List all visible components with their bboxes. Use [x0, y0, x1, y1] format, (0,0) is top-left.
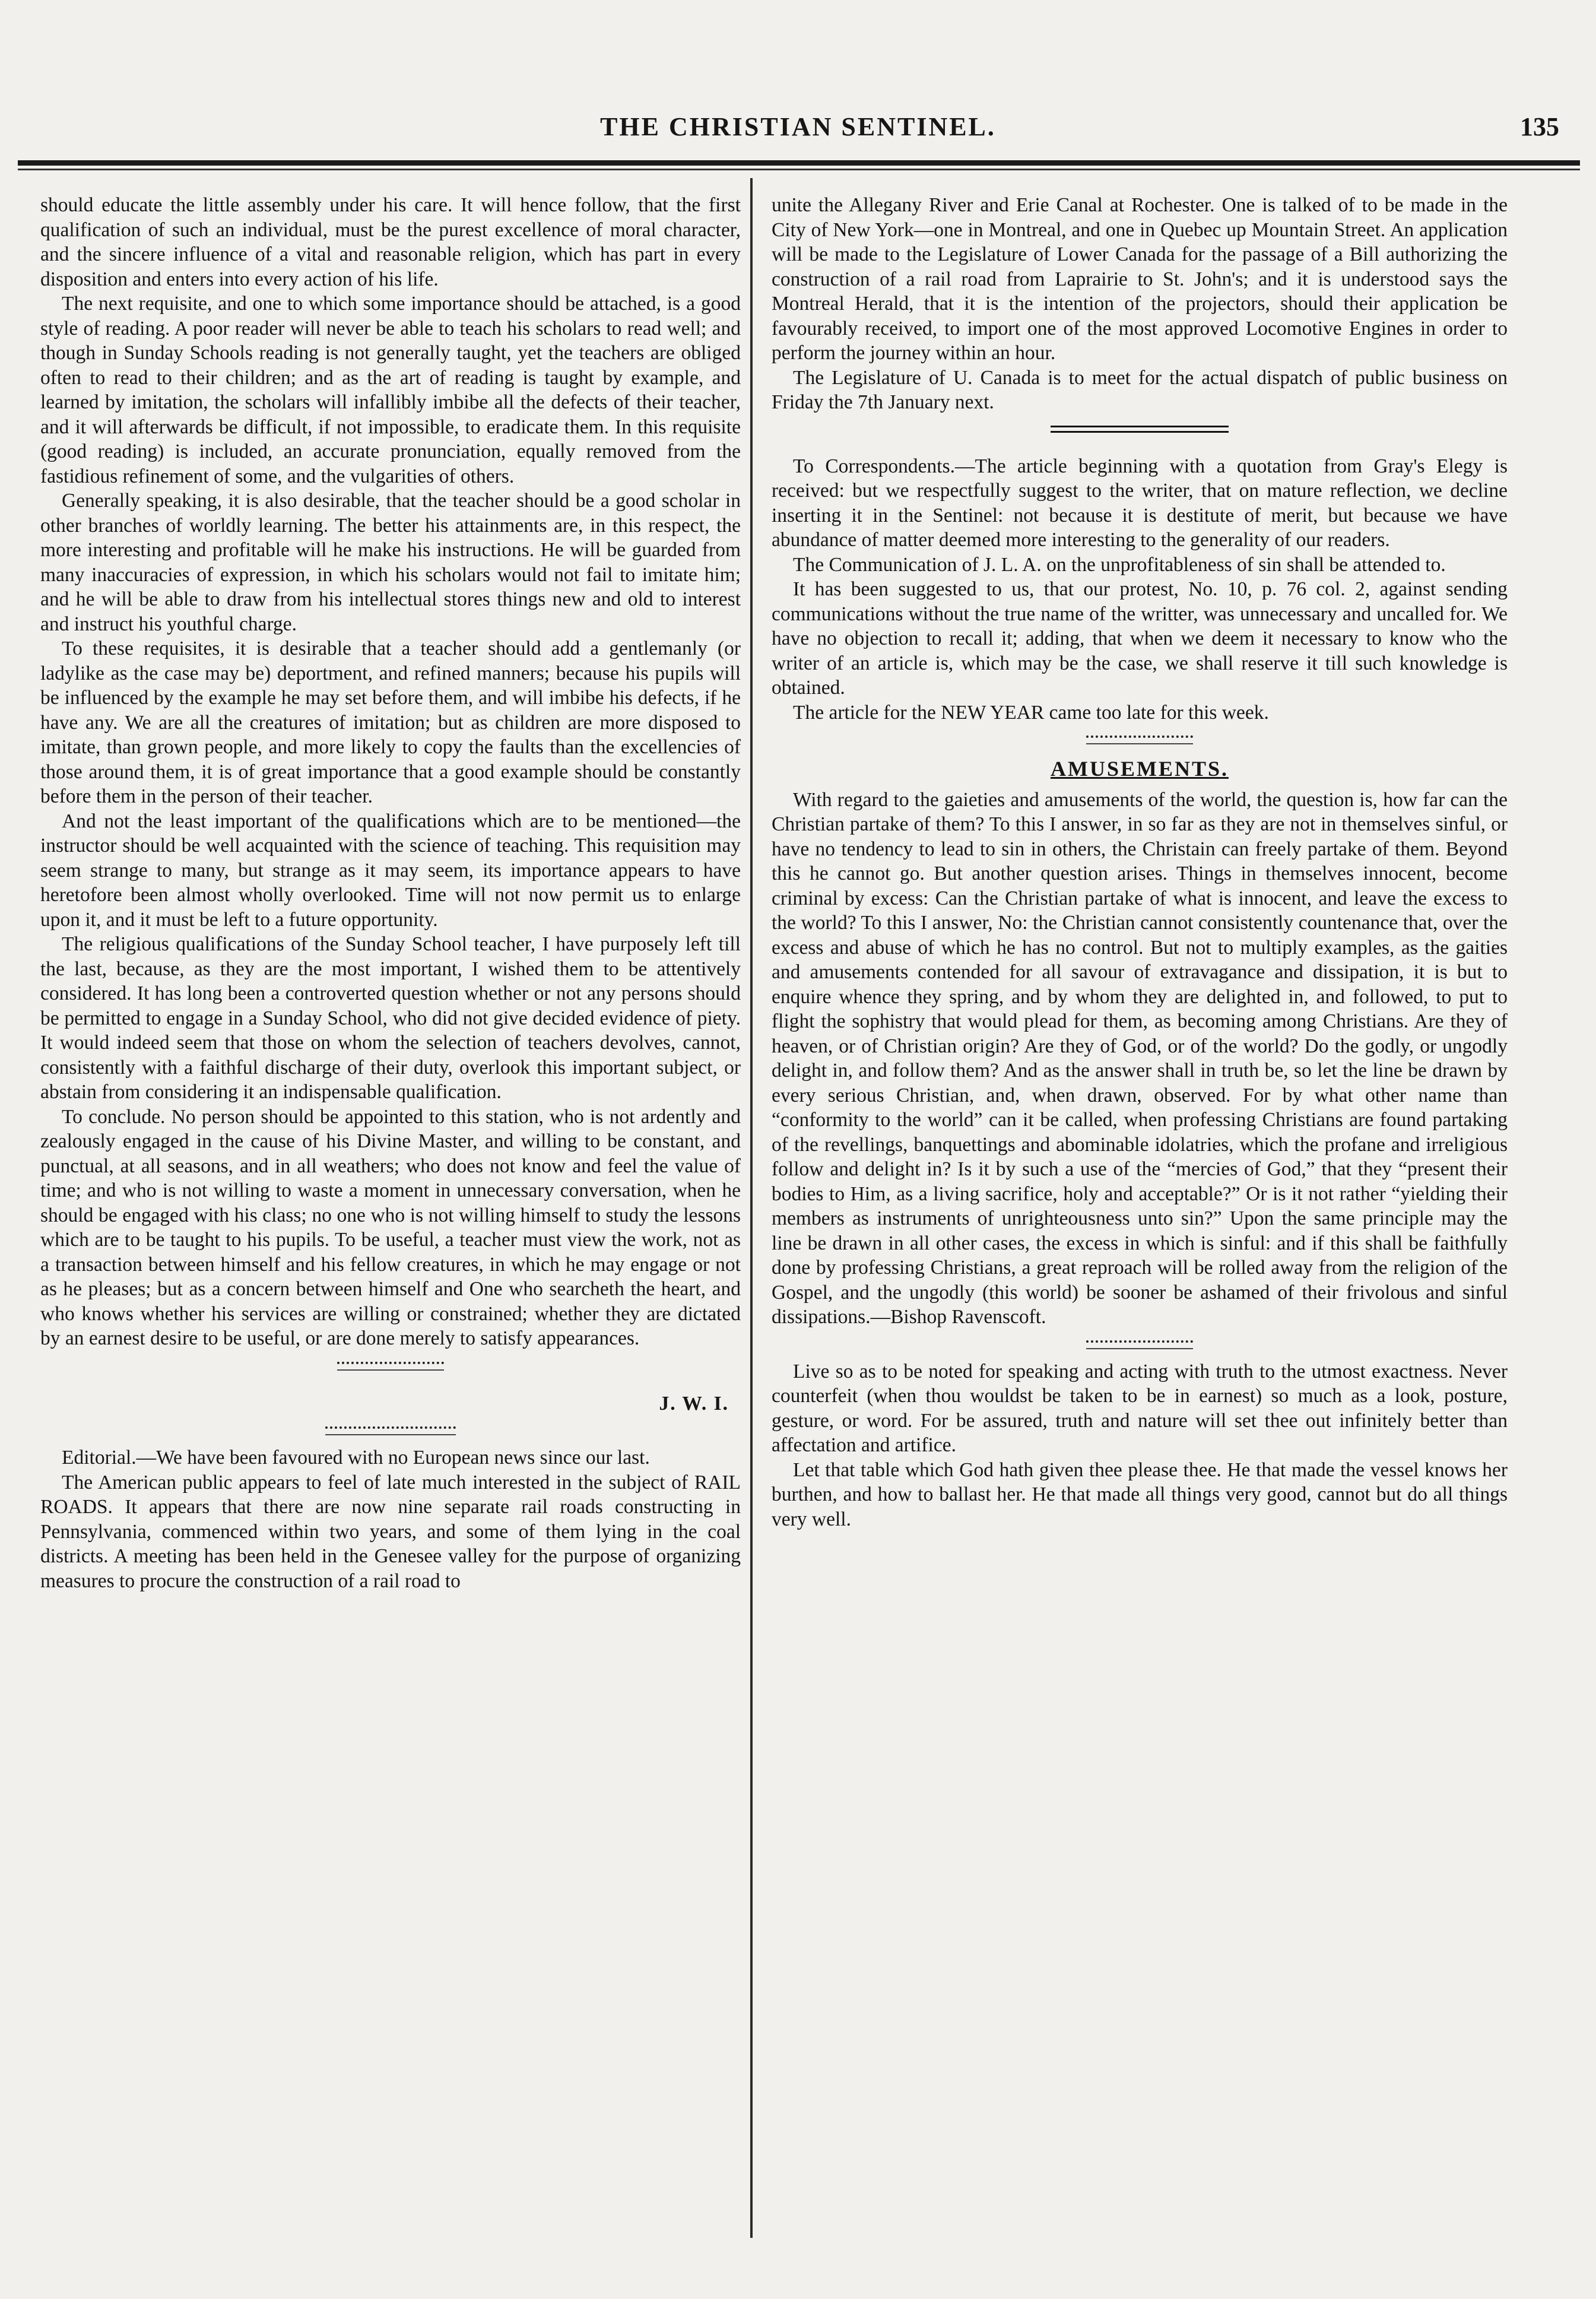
header-rule-thin — [18, 169, 1580, 170]
section-ornament — [772, 725, 1508, 754]
running-head — [0, 108, 1596, 156]
section-ornament — [772, 415, 1508, 445]
running-title: THE CHRISTIAN SENTINEL. — [600, 112, 996, 141]
right-column — [772, 193, 1508, 1531]
column-divider — [750, 178, 753, 2238]
author-signature: J. W. I. — [659, 1392, 729, 1415]
article-paragraph: And not the least important of the qualifications which are to be mentioned—the instructor should be well acquainted with the science of teaching. This requisition may seem strange to many, but strange as it may seem, its importance appears to have heretofore been almost wholly overlooked. Time will not now permit us to enlarge upon it, and it must be left to a future opportunity. — [40, 810, 741, 931]
left-column — [40, 193, 741, 1593]
correspondents-paragraph: To Correspondents.—The article beginning with a quotation from Gray's Elegy is received: but we respectfully suggest to the writer, that on mature reflection, we decline inserting it in the Sentinel: not because it is destitute of merit, but because we have abundance of matter deemed more interesting to the generality of our readers. — [772, 455, 1508, 551]
news-paragraph: unite the Allegany River and Erie Canal at Rochester. One is talked of to be made in the City of New York—one in Montreal, and one in Quebec up Mountain Street. An application will be made to the Legislature of Lower Canada for the passage of a Bill authorizing the construction of a rail road from Laprairie to St. John's; and it is understood says the Montreal Herald, that it is the intention of the projectors, should their application be favourably received, to import one of the most approved Locomotive Engines in order to perform the journey within an hour. — [772, 194, 1508, 364]
correspondents-paragraph: It has been suggested to us, that our protest, No. 10, p. 76 col. 2, against sending communications without the true name of the writter, was unnecessary and uncalled for. We have no objection to recall it; adding, that when we deem it necessary to know who the writer of an article is, which may be the case, we shall reserve it till such knowledge is obtained. — [772, 578, 1508, 699]
article-paragraph: To conclude. No person should be appointed to this station, who is not ardently and zealously engaged in the cause of his Divine Master, and willing to be constant, and punctual, at all seasons, and in all weathers; who does not know and feel the value of time; and who is not willing to waste a moment in unnecessary conversation, when he should be engaged with his class; no one who is not willing himself to study the lessons which are to be taught to his pupils. To be useful, a teacher must view the work, not as a transaction between himself and his fellow creatures, in which he may engage or not as he pleases; but as a concern between himself and One who searcheth the heart, and who knows whether his services are willing or constrained; whether they are dictated by an earnest desire to be useful, or are done merely to satisfy appearances. — [40, 1105, 741, 1349]
maxim-paragraph: Let that table which God hath given thee please thee. He that made the vessel knows her burthen, and how to ballast her. He that made all things very good, cannot but do all things very well. — [772, 1458, 1508, 1530]
maxim-paragraph: Live so as to be noted for speaking and acting with truth to the utmost exactness. Never counterfeit (when thou wouldst be taken to be in earnest) so much as a look, posture, gesture, or word. For be assured, truth and nature will set thee out infinitely better than affectation and artifice. — [772, 1360, 1508, 1456]
article-paragraph: To these requisites, it is desirable that a teacher should add a gentlemanly (or ladylike as the case may be) deportment, and refined manners; because his pupils will be influenced by the example he may set before them, and will imbibe his defects, if he have any. We are all the creatures of imitation; but as children are more disposed to imitate, than grown people, and more likely to copy the faults than the excellencies of those around them, it is of great importance that a good example should be constantly before them in the person of their teacher. — [40, 638, 741, 807]
amusements-heading: AMUSEMENTS. — [1050, 757, 1229, 781]
page-number: 135 — [1520, 112, 1559, 141]
correspondents-paragraph: The Communication of J. L. A. on the unprofitableness of sin shall be attended to. — [793, 553, 1446, 576]
section-ornament — [40, 1416, 741, 1445]
amusements-paragraph: With regard to the gaieties and amusements of the world, the question is, how far can the Christian partake of them? To this I answer, in so far as they are not in themselves sinful, or have no tendency to lead to sin in others, the Christain can freely partake of them. Beyond this he cannot go. But another question arises. Things in themselves innocent, become criminal by excess: Can the Christian partake of what is innocent, and leave the excess to the world? To this I answer, No: the Christian cannot consistently countenance that, over the excess and abuse of which he has no control. But not to multiply examples, as the gaities and amusements contended for all savour of extravagance and dissipation, it is but to enquire whence they spring, and by whom they are delighted in, and followed, to put to flight the sophistry that would plead for them, as becoming among Christians. Are they of heaven, or of Christian origin? Are they of God, or of the world? Do the godly, or ungodly delight in, and follow them? And as the answer shall in truth be, so let the line be drawn by every serious Christian, and, when drawn, observed. For by what other name than “conformity to the world” can it be called, when professing Christians are found partaking of the revellings, banquettings and abominable idolatries, which the profane and irreligious follow and delight in? Is it by such a use of the “mercies of God,” that they “present their bodies to Him, as a living sacrifice, holy and acceptable?” Or is it not rather “yielding their members as instruments of unrighteousness unto sin?” Upon the same principle may the line be drawn in all other cases, the excess in which is sinful: and if this shall be faithfully done by professing Christians, a great reproach will be rolled away from the religion of the Gospel, and the ungodly (this world) be sooner be ashamed of their frivolous and sinful dissipations.—Bishop Ravenscoft. — [772, 788, 1508, 1328]
article-paragraph: should educate the little assembly under his care. It will hence follow, that the first qualification of such an individual, must be the purest excellence of moral character, and the sincere influence of a vital and reasonable religion, which has part in every disposition and enters into every action of his life. — [40, 194, 741, 290]
editorial-paragraph: Editorial.—We have been favoured with no European news since our last. — [62, 1447, 650, 1469]
editorial-paragraph: The American public appears to feel of late much interested in the subject of RAIL ROADS. It appears that there are now nine separate rail roads constructing in Pennsylvania, commenced within two years, and some of them lying in the coal districts. A meeting has been held in the Genesee valley for the purpose of organizing measures to procure the construction of a rail road to — [40, 1471, 741, 1592]
section-ornament — [772, 1330, 1508, 1359]
correspondents-paragraph: The article for the NEW YEAR came too late for this week. — [793, 701, 1269, 724]
article-end-ornament — [40, 1351, 741, 1381]
article-paragraph: Generally speaking, it is also desirable, that the teacher should be a good scholar in other branches of worldly learning. The better his attainments are, in this respect, the more interesting and profitable will he make his instructions. He will be guarded from many inaccuracies of expression, in which his scholars would not fail to imitate him; and he will be able to draw from his intellectual stores things new and old to interest and instruct his youthful charge. — [40, 490, 741, 635]
article-paragraph: The next requisite, and one to which some importance should be attached, is a good style of reading. A poor reader will never be able to teach his scholars to read well; and though in Sunday Schools reading is not generally taught, yet the teachers are obliged often to read to their children; and as the art of reading is taught by example, and learned by imitation, the scholars will infallibly imbibe all the defects of their teacher, and it will afterwards be difficult, if not impossible, to eradicate them. In this requisite (good reading) is included, an accurate pronunciation, equally removed from the fastidious refinement of some, and the vulgarities of others. — [40, 293, 741, 487]
article-paragraph: The religious qualifications of the Sunday School teacher, I have purposely left till the last, because, as they are the most important, I wished them to be attentively considered. It has long been a controverted question whether or not any persons should be permitted to engage in a Sunday School, who did not give decided evidence of piety. It would indeed seem that those on whom the selection of teachers devolves, cannot, consistently with a faithful discharge of their duty, overlook this important subject, or abstain from considering it an indispensable qualification. — [40, 933, 741, 1103]
news-paragraph: The Legislature of U. Canada is to meet for the actual dispatch of public business on Friday the 7th January next. — [772, 366, 1508, 413]
header-rule-thick — [18, 160, 1580, 166]
